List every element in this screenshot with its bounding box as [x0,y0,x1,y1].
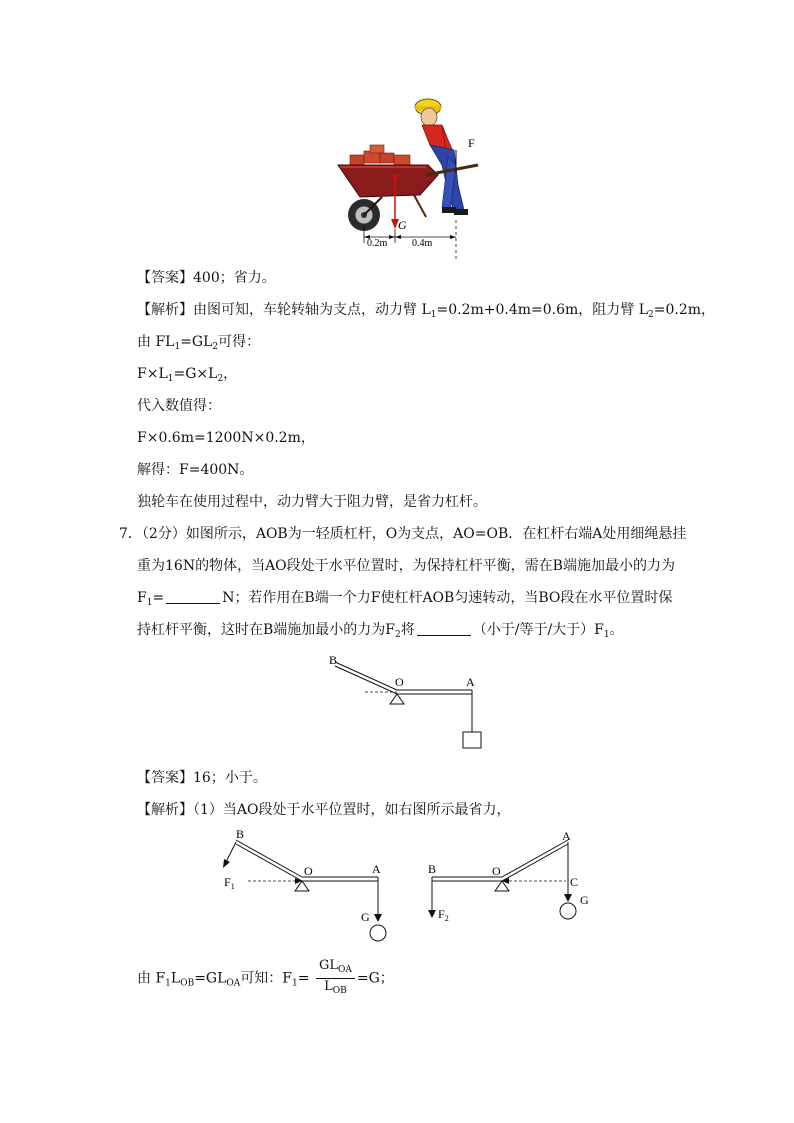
q6-analysis-line2 [137,332,260,357]
q6-analysis-line7: 独轮车在使用过程中，动力臂大于阻力臂，是省力杠杆。 [137,494,487,510]
fraction-numerator [316,958,355,979]
text-run: 由 FL [137,334,175,350]
q6-analysis-line6: 解得：F=400N。 [137,462,254,478]
q6-analysis-line4: 代入数值得： [137,398,221,414]
subscript: 1 [292,978,298,989]
force-f1-label [224,875,235,891]
text-run: （小于/等于/大于）F [472,622,604,638]
text-run: F×L [137,366,168,382]
q7-answer [137,768,267,788]
point-b-label: B [329,653,338,667]
subscript: 1 [167,374,174,384]
text-run: = [297,970,310,987]
text-run: （1）当AO段处于水平位置时，如右图所示最省力， [193,802,511,818]
text-run: 持杠杆平衡，这时在B端施加最小的力为F [137,622,396,638]
lever-figure-question [325,650,490,755]
subscript: OB [332,986,347,996]
answer-blank-1[interactable] [166,589,220,604]
answer-tag: 【答案】 [137,770,193,786]
weight-g-label: G [361,910,370,924]
answer-blank-2[interactable] [417,621,471,636]
point-b-label: B [236,827,245,841]
analysis-tag: 【解析】 [137,302,193,318]
weight-g-label: G [580,893,589,907]
q7-analysis-line1 [137,800,511,820]
subscript: 2 [217,374,224,384]
subscript: OA [226,978,241,989]
text-run: 由 F [137,970,166,987]
answer-text: 16；小于。 [193,770,267,786]
f-letter: F [438,907,445,921]
wheelbarrow-figure [330,95,490,260]
text-run: =GL [180,334,213,350]
gravity-g-label: G [398,218,407,232]
point-a-label: A [372,862,381,876]
q6-analysis-line3 [137,364,237,389]
q7-stem-line1 [119,524,686,544]
text-run: =G×L [173,366,218,382]
point-c-label: C [570,875,579,889]
text-run: 由图可知，车轮转轴为支点，动力臂 L [193,302,431,318]
subscript: 2 [212,342,219,352]
q6-answer [137,268,276,288]
subscript: 1 [165,978,171,989]
lever-figure-solution-2 [422,826,602,948]
text-run: =0.2m， [653,302,716,318]
text-run: 可得： [218,334,261,350]
point-a-label: A [466,675,475,689]
subscript: 1 [146,598,153,608]
subscript: OB [180,978,195,989]
force-f-label: F [468,136,475,150]
text-run: =0.2m+0.4m=0.6m，阻力臂 L [436,302,649,318]
text-run: （2分）如图所示，AOB为一轻质杠杆，O为支点，AO=OB．在杠杆右端A处用细绳悬挂 [141,526,687,542]
answer-tag: 【答案】 [137,270,193,286]
subscript: 2 [648,310,654,320]
q7-stem-line4 [137,620,624,645]
subscript: 2 [395,630,401,640]
text-run: L [324,979,333,994]
text-run: 将 [400,622,415,638]
f-sub: 1 [230,882,235,891]
lever-figure-solution-1 [218,826,394,948]
answer-text: 400；省力。 [193,270,276,286]
analysis-tag: 【解析】 [137,802,193,818]
fraction [316,958,355,999]
f-sub: 2 [444,914,449,923]
text-run: N；若作用在B端一个力F使杠杆AOB匀速转动，当BO段在水平位置时保 [222,590,673,606]
q7-stem-line2: 重为16N的物体，当AO段处于水平位置时，为保持杠杆平衡，需在B端施加最小的力为 [137,558,675,574]
point-o-label: O [395,675,404,689]
point-o-label: O [304,864,313,878]
subscript: 1 [174,342,181,352]
text-run: F [137,590,147,606]
question-number: 7． [119,526,142,542]
dim-right-label: 0.4m [412,238,433,249]
fraction-denominator [316,979,355,999]
q6-analysis-line1 [137,300,715,325]
text-run: = [152,590,165,606]
point-o-label: O [492,864,501,878]
f-letter: F [224,875,231,889]
subscript: 1 [603,630,610,640]
dim-left-label: 0.2m [367,238,388,249]
force-f2-label [438,907,449,923]
text-run: 可知：F [240,970,293,987]
point-a-label: A [562,829,571,843]
point-b-label: B [428,862,437,876]
text-run: ， [223,366,238,382]
text-run: =GL [194,970,227,987]
text-run: =G； [356,970,394,987]
worker-illustration [415,99,468,215]
q7-stem-line3 [137,588,672,613]
text-run: GL [318,958,338,973]
subscript: OA [337,965,352,975]
text-run: L [170,970,181,987]
subscript: 1 [430,310,437,320]
q6-analysis-line5: F×0.6m=1200N×0.2m， [137,430,315,446]
text-run: 。 [609,622,624,638]
q7-formula [137,958,394,1001]
